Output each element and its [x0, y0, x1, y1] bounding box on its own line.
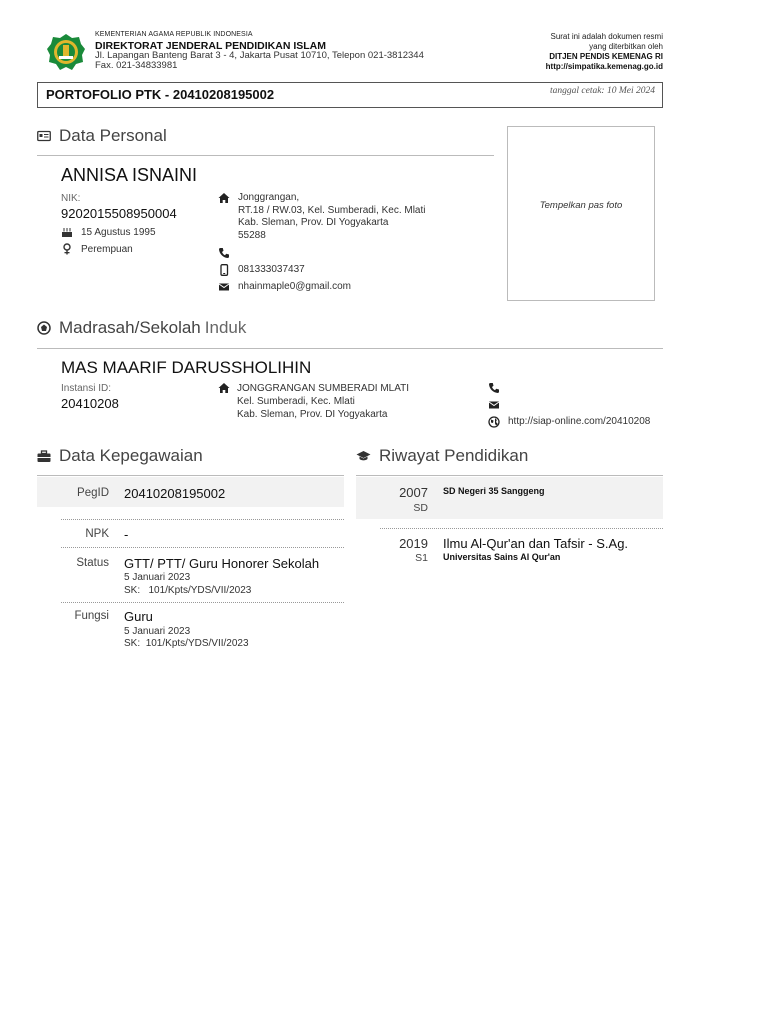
mobile-phone-icon: [218, 264, 230, 276]
status-label: Status: [76, 557, 109, 569]
email-icon: [218, 281, 230, 293]
section-school-heading: [37, 318, 246, 338]
home-icon: [218, 192, 230, 204]
school-website[interactable]: http://siap-online.com/20410208: [508, 416, 651, 427]
section-school-rule: [37, 348, 663, 349]
school-id-label: Instansi ID:: [61, 383, 112, 394]
notice-issuer: DITJEN PENDIS KEMENAG RI: [549, 52, 663, 61]
school-home-icon: [218, 382, 230, 394]
globe-icon: [488, 416, 500, 428]
print-date: tanggal cetak: 10 Mei 2024: [549, 86, 655, 96]
section-school-title-suffix: Induk: [204, 318, 247, 337]
nik-label: NIK:: [61, 193, 81, 204]
phone-icon: [218, 247, 230, 259]
birth-date: 15 Agustus 1995: [81, 226, 156, 238]
photo-placeholder-text: Tempelkan pas foto: [539, 200, 623, 211]
education-1-year: 2007: [399, 485, 428, 500]
employment-divider-1: [61, 519, 344, 520]
fungsi-sk-label: SK:: [124, 638, 141, 649]
school-address: [237, 382, 409, 421]
person-name: ANNISA ISNAINI: [61, 165, 198, 185]
school-address-line2: Kel. Sumberadi, Kec. Mlati: [237, 396, 355, 407]
notice-url[interactable]: http://simpatika.kemenag.go.id: [545, 62, 663, 71]
employment-divider-3: [61, 602, 344, 603]
personal-address-line2: RT.18 / RW.03, Kel. Sumberadi, Kec. Mlati: [238, 204, 426, 216]
section-employment-rule: [37, 475, 344, 476]
gender-row: [61, 243, 133, 255]
ministry-name: KEMENTERIAN AGAMA REPUBLIK INDONESIA: [95, 31, 253, 38]
school-id: 20410208: [61, 396, 119, 411]
section-personal-title: Data Personal: [59, 126, 167, 145]
personal-mobile: 081333037437: [238, 264, 305, 275]
section-personal-rule: [37, 155, 494, 156]
directorate-name: DIREKTORAT JENDERAL PENDIDIKAN ISLAM: [95, 40, 327, 52]
graduation-cap-icon: [356, 450, 371, 462]
education-1-institution: SD Negeri 35 Sanggeng: [443, 486, 545, 496]
fungsi-sk-number: 101/Kpts/YDS/VII/2023: [145, 638, 249, 649]
education-divider: [380, 528, 663, 529]
school-address-line3: Kab. Sleman, Prov. DI Yogyakarta: [237, 409, 388, 420]
personal-email[interactable]: nhainmaple0@gmail.com: [238, 281, 351, 292]
status-sk-number: 101/Kpts/YDS/VII/2023: [148, 585, 252, 596]
education-1-level: SD: [413, 502, 428, 514]
section-personal-heading: [37, 126, 167, 146]
kemenag-logo: [46, 33, 86, 71]
education-2-institution: Universitas Sains Al Qur'an: [443, 552, 561, 562]
header-address-line1: Jl. Lapangan Banteng Barat 3 - 4, Jakarta Pusat 10710, Telepon 021-3812344: [95, 50, 424, 61]
header-address-line2: Fax. 021-34833981: [95, 59, 178, 71]
status-sk-label: SK:: [124, 585, 141, 596]
section-school-title: Madrasah/Sekolah: [59, 318, 201, 337]
npk-label: NPK: [85, 528, 109, 540]
notice-line2: yang diterbitkan oleh: [589, 42, 663, 51]
female-symbol-icon: [61, 243, 73, 255]
section-education-rule: [356, 475, 663, 476]
personal-address: [238, 192, 426, 242]
section-education-title: Riwayat Pendidikan: [379, 446, 529, 465]
pegid-label: PegID: [77, 487, 109, 499]
status-date: 5 Januari 2023: [124, 572, 191, 583]
briefcase-icon: [37, 450, 51, 463]
npk-value: -: [124, 527, 129, 542]
school-phone-icon: [488, 382, 500, 394]
birthday-cake-icon: [61, 226, 73, 238]
status-value: GTT/ PTT/ Guru Honorer Sekolah: [124, 556, 320, 571]
official-notice: [546, 32, 663, 72]
section-education-heading: [356, 446, 528, 466]
section-employment-title: Data Kepegawaian: [59, 446, 203, 465]
notice-line1: Surat ini adalah dokumen resmi: [550, 32, 663, 41]
birth-date-row: [61, 226, 156, 238]
fungsi-sk: [124, 638, 249, 649]
status-sk: [124, 585, 251, 596]
fungsi-date: 5 Januari 2023: [124, 626, 191, 637]
nik-value: 9202015508950004: [61, 206, 177, 221]
fungsi-value: Guru: [124, 609, 153, 624]
school-email-icon: [488, 399, 500, 411]
fungsi-label: Fungsi: [74, 610, 109, 622]
personal-address-line1: Jonggrangan,: [238, 192, 300, 203]
personal-postcode: 55288: [238, 229, 266, 241]
education-2-title: Ilmu Al-Qur'an dan Tafsir - S.Ag.: [443, 536, 629, 551]
pegid-value: 20410208195002: [124, 486, 226, 501]
employment-divider-2: [61, 547, 344, 548]
id-card-icon: [37, 130, 51, 142]
page-title: PORTOFOLIO PTK - 20410208195002: [46, 87, 275, 102]
photo-placeholder-box: [507, 126, 655, 301]
school-name: MAS MAARIF DARUSSHOLIHIN: [61, 358, 312, 377]
gender: Perempuan: [81, 243, 133, 255]
header-address: [95, 51, 424, 70]
personal-address-line3: Kab. Sleman, Prov. DI Yogyakarta: [238, 217, 389, 228]
education-2-year: 2019: [399, 536, 428, 551]
education-2-level: S1: [415, 552, 428, 564]
section-employment-heading: [37, 446, 203, 466]
school-emblem-icon: [37, 321, 51, 335]
school-address-line1: JONGGRANGAN SUMBERADI MLATI: [237, 383, 410, 394]
